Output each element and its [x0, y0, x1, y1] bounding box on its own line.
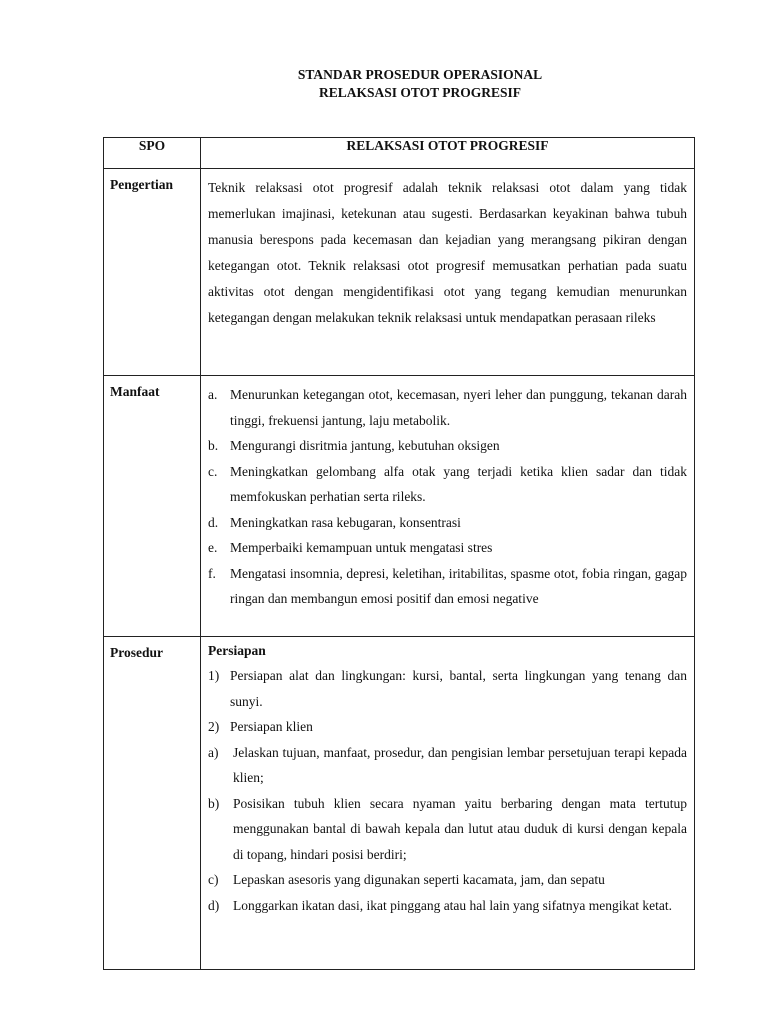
title-line-1: STANDAR PROSEDUR OPERASIONAL — [297, 67, 543, 82]
list-item-text: Lepaskan asesoris yang digunakan seperti kacamata, jam, dan sepatu — [233, 872, 605, 887]
list-item — [208, 663, 687, 714]
document-title — [0, 66, 768, 102]
prosedur-label: Prosedur — [104, 637, 201, 970]
header-title: RELAKSASI OTOT PROGRESIF — [201, 138, 695, 169]
list-item — [208, 791, 687, 868]
table-header-row — [104, 138, 695, 169]
list-marker: d. — [208, 514, 219, 530]
list-item — [208, 867, 687, 893]
list-item-text: Meningkatkan gelombang alfa otak yang terjadi ketika klien sadar dan tidak memfokuskan perhatian serta rileks. — [230, 463, 687, 504]
list-item — [208, 382, 687, 433]
list-marker: c. — [208, 463, 218, 479]
row-pengertian — [104, 169, 695, 376]
list-item-text: Menurunkan ketegangan otot, kecemasan, nyeri leher dan punggung, tekanan darah tinggi, frekuensi jantung, laju metabolik. — [230, 387, 687, 428]
list-marker: 2) — [208, 719, 220, 734]
list-marker: b) — [208, 795, 220, 811]
spo-table — [103, 137, 695, 970]
pengertian-text: Teknik relaksasi otot progresif adalah teknik relaksasi otot dalam yang tidak memerlukan imajinasi, ketekunan atau sugesti. Berdasarkan keyakinan bahwa tubuh manusia berespons pada kecemasan dan kejadian yang merangsang pikiran dengan ketegangan otot. Teknik relaksasi otot progresif memusatkan perhatian pada suatu aktivitas otot dengan mengidentifikasi otot yang tegang kemudian menurunkan ketegangan dengan melakukan teknik relaksasi untuk mendapatkan perasaan rileks — [208, 180, 687, 325]
list-marker: a) — [208, 744, 219, 760]
list-marker: 1) — [208, 668, 220, 683]
list-marker: a. — [208, 387, 218, 402]
list-item-text: Persiapan klien — [230, 719, 313, 734]
list-item — [208, 433, 687, 459]
list-item-text: Posisikan tubuh klien secara nyaman yaitu berbaring dengan mata tertutup menggunakan bantal di bawah kepala dan lutut atau duduk di kursi dengan kepala di topang, hindari posisi berdiri; — [233, 795, 687, 862]
list-marker: b. — [208, 438, 219, 453]
persiapan-klien-substeps — [208, 740, 687, 919]
list-item-text: Mengatasi insomnia, depresi, keletihan, iritabilitas, spasme otot, fobia ringan, gagap ringan dan membangun emosi positif dan emosi negative — [230, 565, 687, 606]
list-item — [208, 714, 687, 740]
list-item — [208, 893, 687, 919]
list-item-text: Longgarkan ikatan dasi, ikat pinggang atau hal lain yang sifatnya mengikat ketat. — [233, 897, 672, 913]
prosedur-steps — [208, 663, 687, 740]
list-item-text: Jelaskan tujuan, manfaat, prosedur, dan pengisian lembar persetujuan terapi kepada klien; — [233, 744, 687, 785]
row-manfaat — [104, 376, 695, 637]
pengertian-cell — [201, 169, 695, 376]
list-marker: d) — [208, 897, 220, 913]
title-line-2: RELAKSASI OTOT PROGRESIF — [318, 85, 522, 100]
list-item — [208, 535, 687, 561]
list-marker: f. — [208, 565, 216, 581]
list-item — [208, 740, 687, 791]
manfaat-cell — [201, 376, 695, 637]
pengertian-label: Pengertian — [104, 169, 201, 376]
list-item — [208, 510, 687, 536]
list-item-text: Meningkatkan rasa kebugaran, konsentrasi — [230, 514, 461, 530]
list-item-text: Persiapan alat dan lingkungan: kursi, bantal, serta lingkungan yang tenang dan sunyi. — [230, 668, 687, 709]
list-item-text: Mengurangi disritmia jantung, kebutuhan oksigen — [230, 438, 500, 453]
header-spo: SPO — [104, 138, 201, 169]
list-marker: e. — [208, 540, 218, 555]
prosedur-cell — [201, 637, 695, 970]
list-item — [208, 459, 687, 510]
list-item-text: Memperbaiki kemampuan untuk mengatasi stres — [230, 540, 493, 555]
manfaat-label: Manfaat — [104, 376, 201, 637]
row-prosedur — [104, 637, 695, 970]
list-item — [208, 561, 687, 612]
list-marker: c) — [208, 872, 219, 887]
manfaat-list — [208, 382, 687, 612]
section-title-persiapan: Persiapan — [208, 643, 266, 658]
